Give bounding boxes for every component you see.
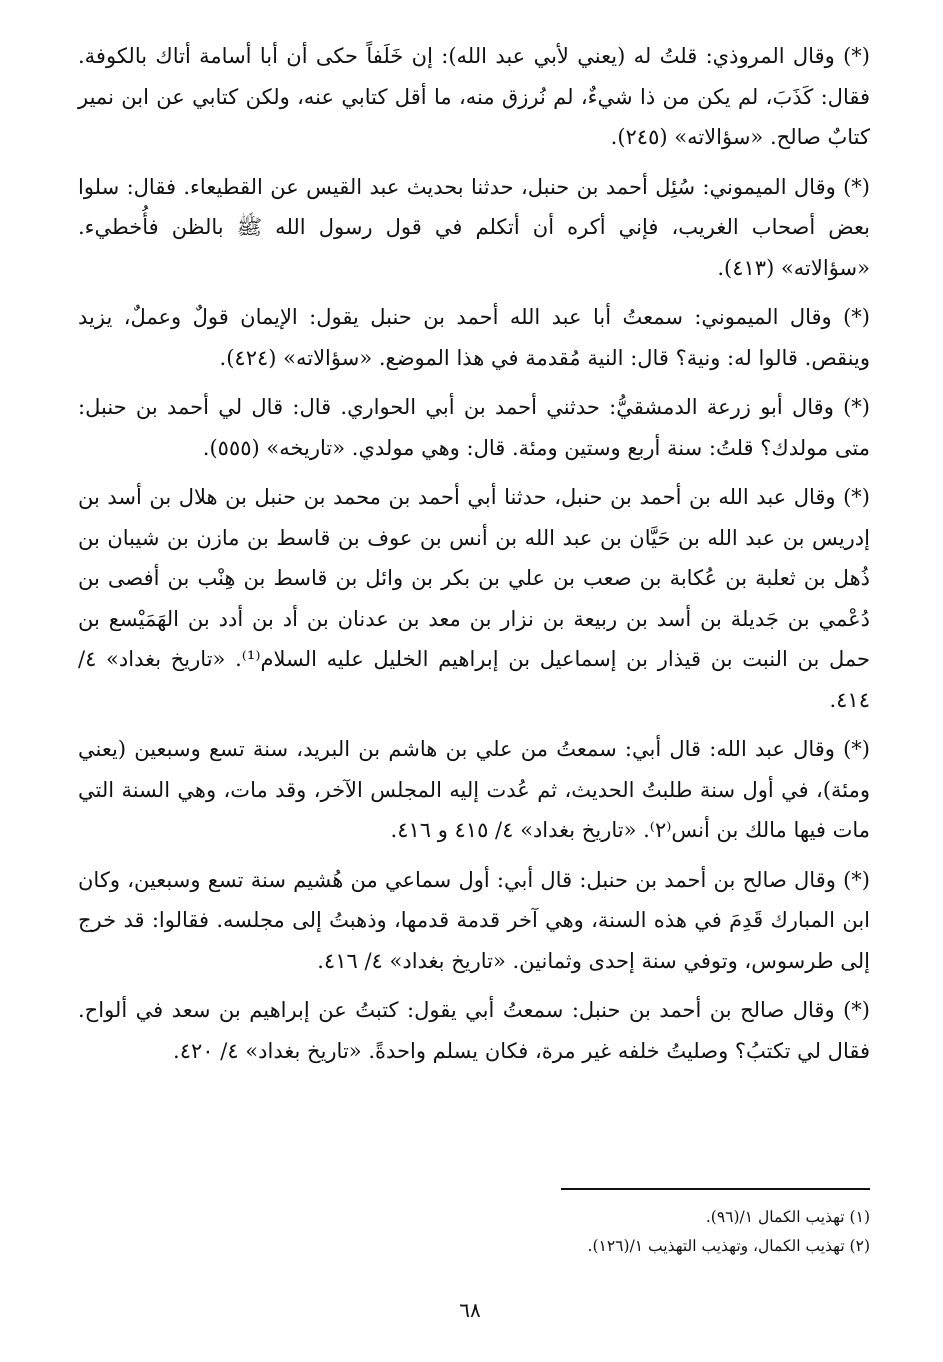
paragraph: (*) وقال أبو زرعة الدمشقيُّ: حدثني أحمد بن أبي الحواري. قال: قال لي أحمد بن حنبل: متى مولدك؟ قلتُ: سنة أربع وستين ومئة. قال: وهي مولدي. «تاريخه» (٥٥٥).	[78, 395, 870, 460]
paragraph: (*) وقال عبد الله بن أحمد بن حنبل، حدثنا أبي أحمد بن محمد بن حنبل بن هلال بن أسد بن إدريس بن عبد الله بن حَيَّان بن عبد الله بن أنس بن عوف بن قاسط بن مازن بن شيبان بن ذُهل بن ثعلبة بن عُكابة بن صعب بن علي بن بكر بن وائل بن قاسط بن هِنْب بن أفصى بن دُعْمي بن جَديلة بن أسد بن ربيعة بن نزار بن معد بن عدنان بن أد بن أدد بن الهَمَيْسع بن حمل بن النبت بن قيذار بن إسماعيل بن إبراهيم الخليل عليه السلام⁽¹⁾. «تاريخ بغداد» ٤/ ٤١٤.	[78, 485, 870, 712]
footnote: (٢) تهذيب الكمال، وتهذيب التهذيب ١/(١٢٦).	[587, 1237, 870, 1255]
main-text	[78, 36, 870, 1080]
paragraph: (*) وقال الميموني: سُئِل أحمد بن حنبل، حدثنا بحديث عبد القيس عن القطيعاء. فقال: سلوا بعض أصحاب الغريب، فإني أكره أن أتكلم في قول رسول الله ﷺ بالظن فأُخطيء. «سؤالاته» (٤١٣).	[78, 174, 870, 280]
footnote: (١) تهذيب الكمال ١/(٩٦).	[705, 1208, 870, 1226]
paragraph: (*) وقال عبد الله: قال أبي: سمعتُ من علي بن هاشم بن البريد، سنة تسع وسبعين (يعني ومئة)، في أول سنة طلبتُ الحديث، ثم عُدت إليه المجلس الآخر، وقد مات، وهي السنة التي مات فيها مالك بن أنس⁽٢⁾. «تاريخ بغداد» ٤/ ٤١٥ و ٤١٦.	[78, 737, 871, 842]
paragraph: (*) وقال الميموني: سمعتُ أبا عبد الله أحمد بن حنبل يقول: الإيمان قولٌ وعملٌ، يزيد وينقص. قالوا له: ونية؟ قال: النية مُقدمة في هذا الموضع. «سؤالاته» (٤٢٤).	[78, 305, 870, 370]
paragraph: (*) وقال صالح بن أحمد بن حنبل: قال أبي: أول سماعي من هُشيم سنة تسع وسبعين، وكان ابن المبارك قَدِمَ في هذه السنة، وهي آخر قدمة قدمها، وذهبتُ إلى مجلسه. فقالوا: قد خرج إلى طرسوس، وتوفي سنة إحدى وثمانين. «تاريخ بغداد» ٤/ ٤١٦.	[78, 867, 870, 973]
paragraph: (*) وقال المروذي: قلتُ له (يعني لأبي عبد الله): إن خَلَفاً حكى أن أبا أسامة أتاك بالكوفة. فقال: كَذَبَ، لم يكن من ذا شيءٌ، لم نُرزق منه، ما أقل كتابي عنه، ولكن كتابي عن ابن نمير كتابٌ صالح. «سؤالاته» (٢٤٥).	[78, 44, 870, 149]
paragraph: (*) وقال صالح بن أحمد بن حنبل: سمعتُ أبي يقول: كتبتُ عن إبراهيم بن سعد في ألواح. فقال لي تكتبُ؟ وصليتُ خلفه غير مرة، فكان يسلم واحدةً. «تاريخ بغداد» ٤/ ٤٢٠.	[78, 998, 870, 1063]
footnote-divider	[561, 1188, 870, 1190]
page-number: ٦٨	[459, 1298, 481, 1322]
footnotes	[78, 1203, 870, 1261]
